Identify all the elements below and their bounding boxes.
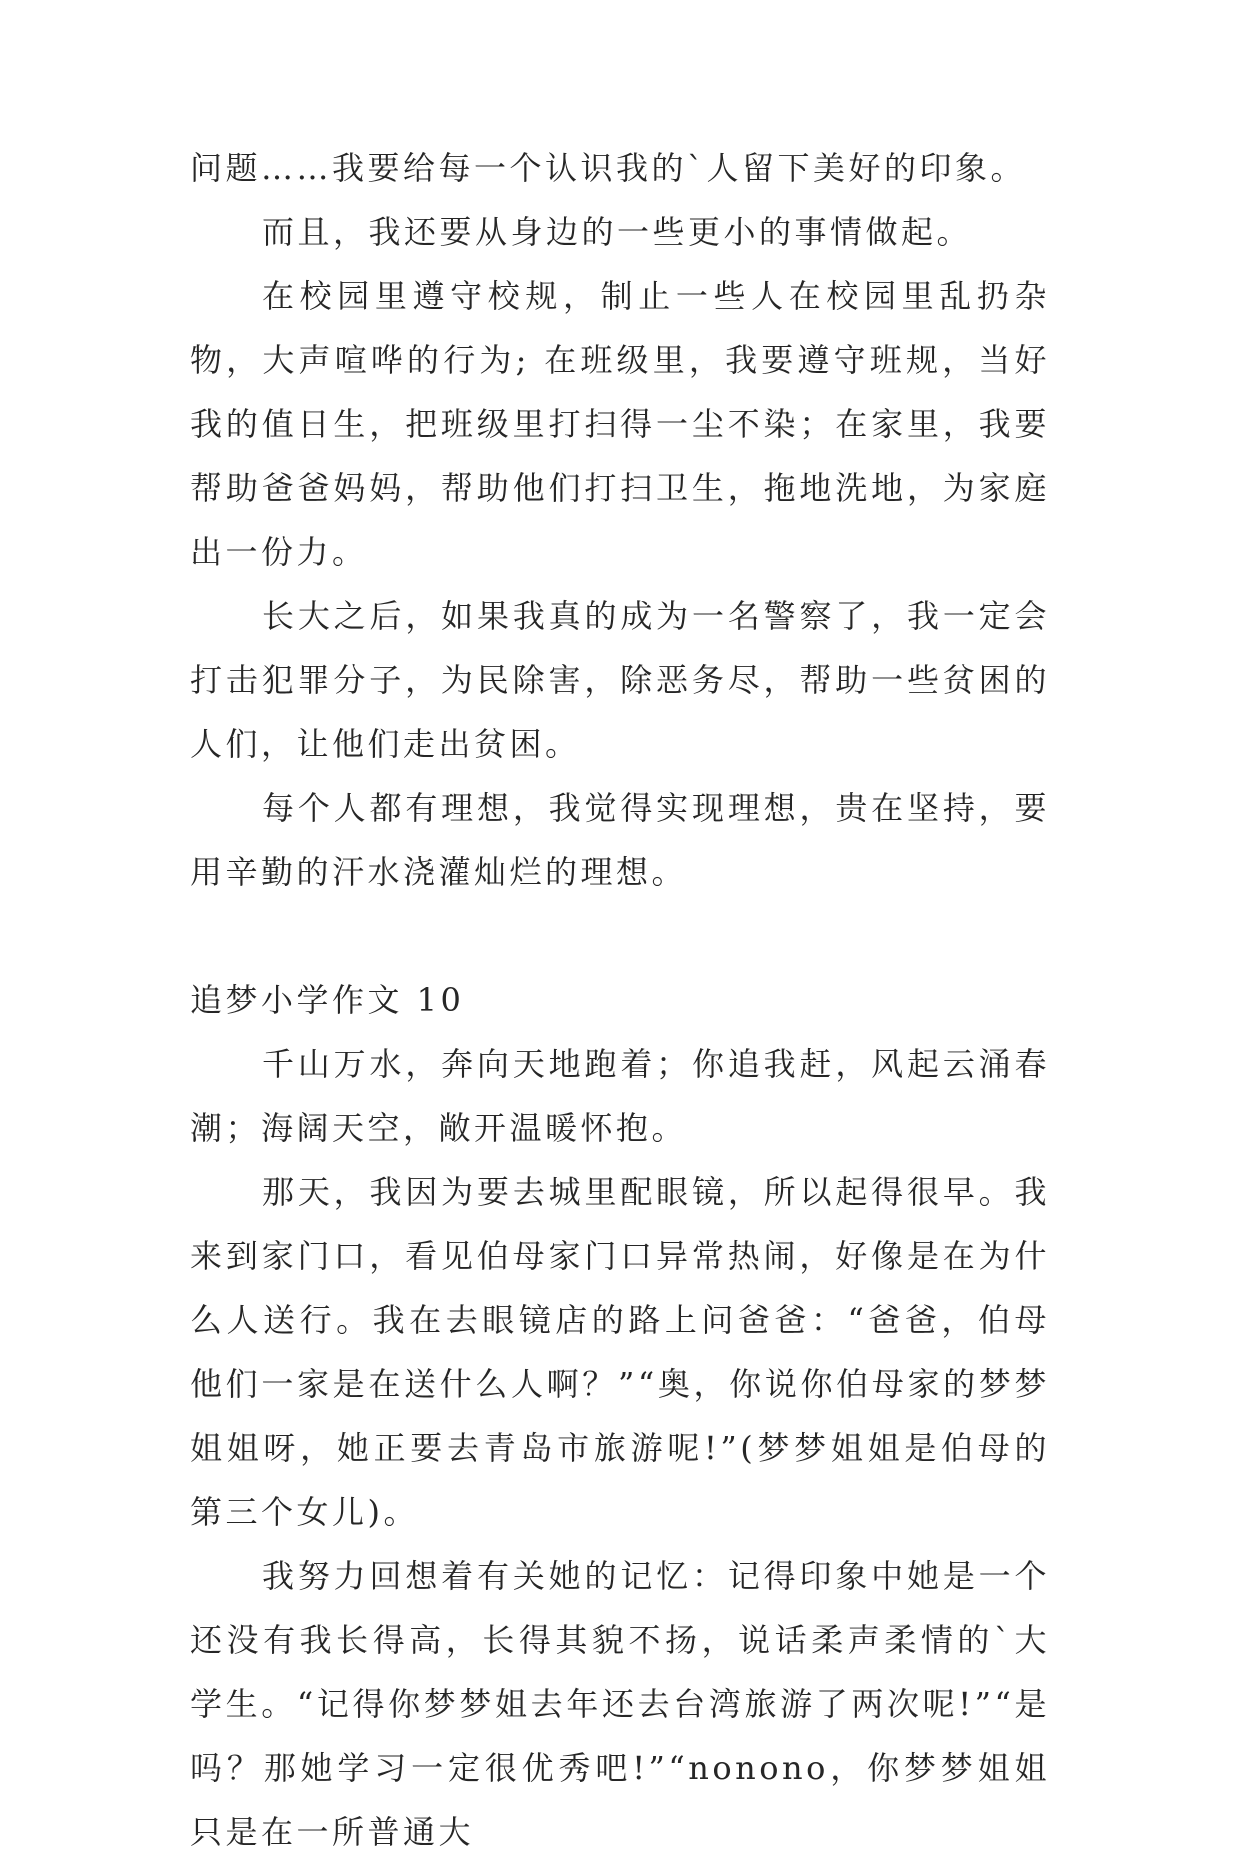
paragraph-continued: 问题……我要给每一个认识我的`人留下美好的印象。 — [190, 149, 1027, 187]
paragraph: 我努力回想着有关她的记忆：记得印象中她是一个还没有我长得高，长得其貌不扬，说话柔声柔情的`大学生。“记得你梦梦姐去年还去台湾旅游了两次呢!”“是吗？那她学习一定很优秀吧!”“nonono，你梦梦姐姐只是在一所普通大 — [190, 1557, 1050, 1851]
paragraph: 而且，我还要从身边的一些更小的事情做起。 — [262, 213, 973, 251]
document-body — [190, 136, 1050, 1864]
paragraph: 那天，我因为要去城里配眼镜，所以起得很早。我来到家门口，看见伯母家门口异常热闹，好像是在为什么人送行。我在去眼镜店的路上问爸爸：“爸爸，伯母他们一家是在送什么人啊？”“奥，你说你伯母家的梦梦姐姐呀，她正要去青岛市旅游呢!”(梦梦姐姐是伯母的第三个女儿)。 — [190, 1173, 1050, 1531]
essay-title: 追梦小学作文 10 — [190, 981, 465, 1019]
paragraph: 在校园里遵守校规，制止一些人在校园里乱扔杂物，大声喧哗的行为; 在班级里，我要遵守班规，当好我的值日生，把班级里打扫得一尘不染；在家里，我要帮助爸爸妈妈，帮助他们打扫卫生，拖地洗地，为家庭出一份力。 — [190, 277, 1050, 571]
section-spacer — [190, 904, 1050, 968]
paragraph: 千山万水，奔向天地跑着；你追我赶，风起云涌春潮；海阔天空，敞开温暖怀抱。 — [190, 1045, 1050, 1147]
paragraph: 长大之后，如果我真的成为一名警察了，我一定会打击犯罪分子，为民除害，除恶务尽，帮助一些贫困的人们，让他们走出贫困。 — [190, 597, 1050, 763]
paragraph: 每个人都有理想，我觉得实现理想，贵在坚持，要用辛勤的汗水浇灌灿烂的理想。 — [190, 789, 1050, 891]
